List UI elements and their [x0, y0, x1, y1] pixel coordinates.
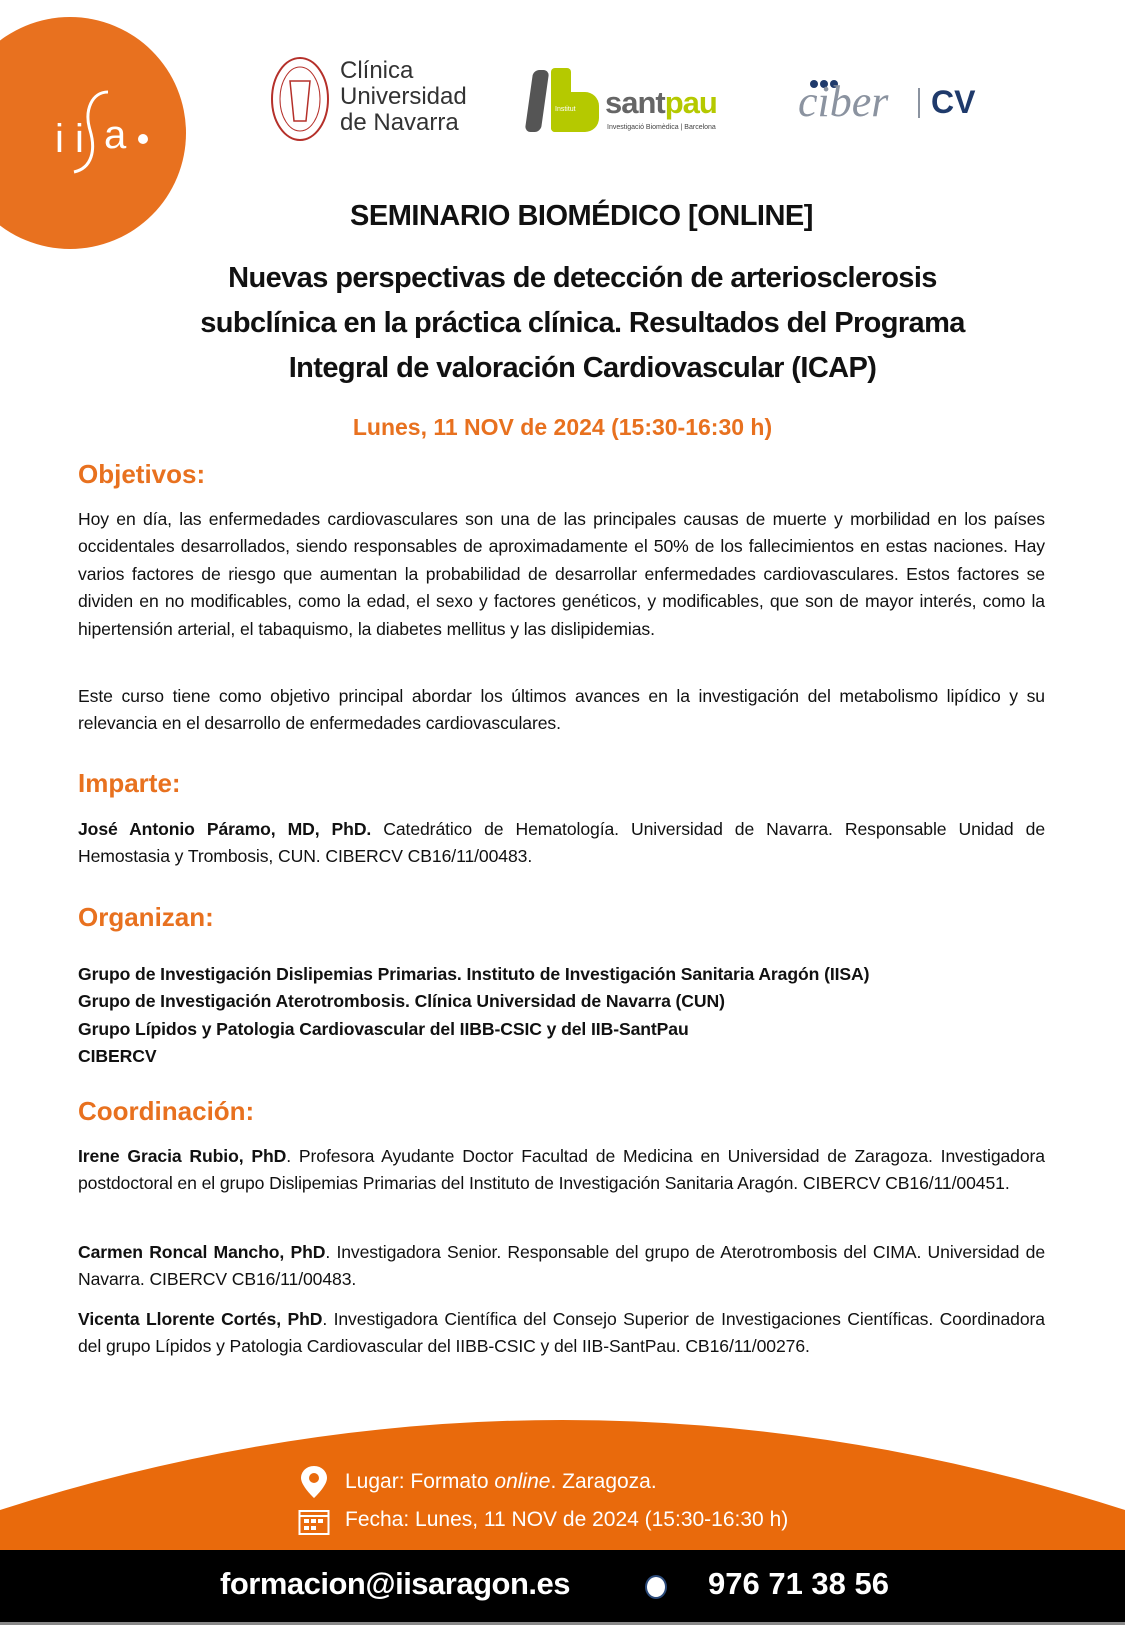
email-link[interactable]: formacion@iisaragon.es [220, 1566, 570, 1601]
imparte-heading: Imparte: [78, 768, 181, 798]
ciber-logo [798, 72, 988, 126]
title-line: subclínica en la práctica clínica. Resultados del Programa [200, 307, 965, 339]
title-line: Nuevas perspectivas de detección de arteriosclerosis [228, 262, 937, 294]
seminar-kicker: SEMINARIO BIOMÉDICO [ONLINE] [350, 200, 813, 232]
lugar-text [345, 1470, 657, 1494]
bullet-dot-icon [645, 1575, 667, 1599]
svg-text:i i: i i [55, 117, 84, 161]
cun-line: Universidad [340, 83, 467, 110]
organizan-heading: Organizan: [78, 902, 214, 932]
speaker-bio: Catedrático de Hematología. Universidad de Navarra. Responsable Unidad de Hemostasia y Trombosis, CUN. CIBERCV CB16/11/00483. [78, 819, 1046, 867]
phone-link[interactable]: 976 71 38 56 [708, 1566, 890, 1601]
coordinator-bio: . Investigadora Científica del Consejo Superior de Investigaciones Científicas. Coordinadora del grupo Lípidos y Patologia Cardiovascular del IIBB-CSIC y del IIB-SantPau. CB16/11/00276. [78, 1309, 1045, 1357]
seminar-date: Lunes, 11 NOV de 2024 (15:30-16:30 h) [352, 414, 773, 440]
coordinator-name: Irene Gracia Rubio, PhD [78, 1146, 287, 1166]
imparte-paragraph [78, 816, 1045, 871]
lugar-prefix: Lugar: Formato [345, 1470, 495, 1493]
organizer-item: CIBERCV [78, 1046, 157, 1067]
fecha-text: Fecha: Lunes, 11 NOV de 2024 (15:30-16:30 h) [345, 1508, 789, 1531]
coordinator-bio: . Investigadora Senior. Responsable del grupo de Aterotrombosis del CIMA. Universidad de Navarra. CIBERCV CB16/11/00483. [78, 1242, 1045, 1290]
santpau-sub: Investigació Biomèdica | Barcelona [607, 124, 716, 131]
ciber-cv: CV [931, 84, 976, 120]
santpau-institut: Institut [555, 106, 576, 113]
objetivos-paragraph-1: Hoy en día, las enfermedades cardiovasculares son una de las principales causas de muerte y morbilidad en los países occidentales desarrollados, siendo responsables de aproximadamente el 50% de los fallecimientos en estas naciones. Hay varios factores de riesgo que aumentan la probabilidad de desarrollar enfermedades cardiovasculares. Estos factores se dividen en no modificables, como la edad, el sexo y factores genéticos, y modificables, que son de mayor interés, como la hipertensión arterial, el tabaquismo, la diabetes mellitus y las dislipidemias. [78, 509, 1045, 639]
footer-contact-bar [0, 1550, 1125, 1622]
seminar-title [0, 256, 1125, 391]
coordinator-bio: . Profesora Ayudante Doctor Facultad de Medicina en Universidad de Zaragoza. Investigadora postdoctoral en el grupo Dislipemias Primarias del Instituto de Investigación Sanitaria Aragón. CIBERCV CB16/11/00451. [78, 1146, 1045, 1194]
speaker-name: José Antonio Páramo, MD, PhD. [78, 819, 372, 839]
calendar-icon [298, 1508, 330, 1536]
ciber-text: ciber [798, 77, 889, 126]
objetivos-paragraph-2: Este curso tiene como objetivo principal abordar los últimos avances en la investigación del metabolismo lipídico y su relevancia en el desarrollo de enfermedades cardiovasculares. [78, 686, 1045, 734]
organizan-list [78, 961, 1045, 1071]
cun-line: Clínica [340, 57, 414, 84]
map-pin-icon [300, 1465, 328, 1499]
organizer-item: Grupo Lípidos y Patologia Cardiovascular del IIBB-CSIC y del IIB-SantPau [78, 1018, 689, 1039]
title-line: Integral de valoración Cardiovascular (ICAP) [288, 352, 877, 384]
coordinator-paragraph [78, 1306, 1045, 1361]
coordinator-paragraph [78, 1143, 1045, 1198]
coordinator-name: Carmen Roncal Mancho, PhD [78, 1242, 326, 1262]
cun-logo [270, 56, 470, 146]
organizer-item: Grupo de Investigación Aterotrombosis. Clínica Universidad de Navarra (CUN) [78, 991, 725, 1012]
lugar-italic: online [494, 1470, 551, 1493]
lugar-suffix: . Zaragoza. [550, 1470, 657, 1493]
santpau-name-a: sant [605, 85, 665, 120]
coordinacion-heading: Coordinación: [78, 1096, 255, 1126]
cun-line: de Navarra [340, 109, 459, 136]
santpau-logo [525, 68, 740, 138]
svg-text:a: a [104, 113, 127, 157]
organizer-item: Grupo de Investigación Dislipemias Primarias. Instituto de Investigación Sanitaria Aragón (IISA) [78, 964, 870, 984]
cun-seal-icon [270, 56, 330, 142]
coordinator-paragraph [78, 1239, 1045, 1294]
santpau-name-b: pau [664, 85, 717, 120]
coordinator-name: Vicenta Llorente Cortés, PhD [78, 1309, 323, 1329]
objetivos-heading: Objetivos: [78, 459, 206, 489]
